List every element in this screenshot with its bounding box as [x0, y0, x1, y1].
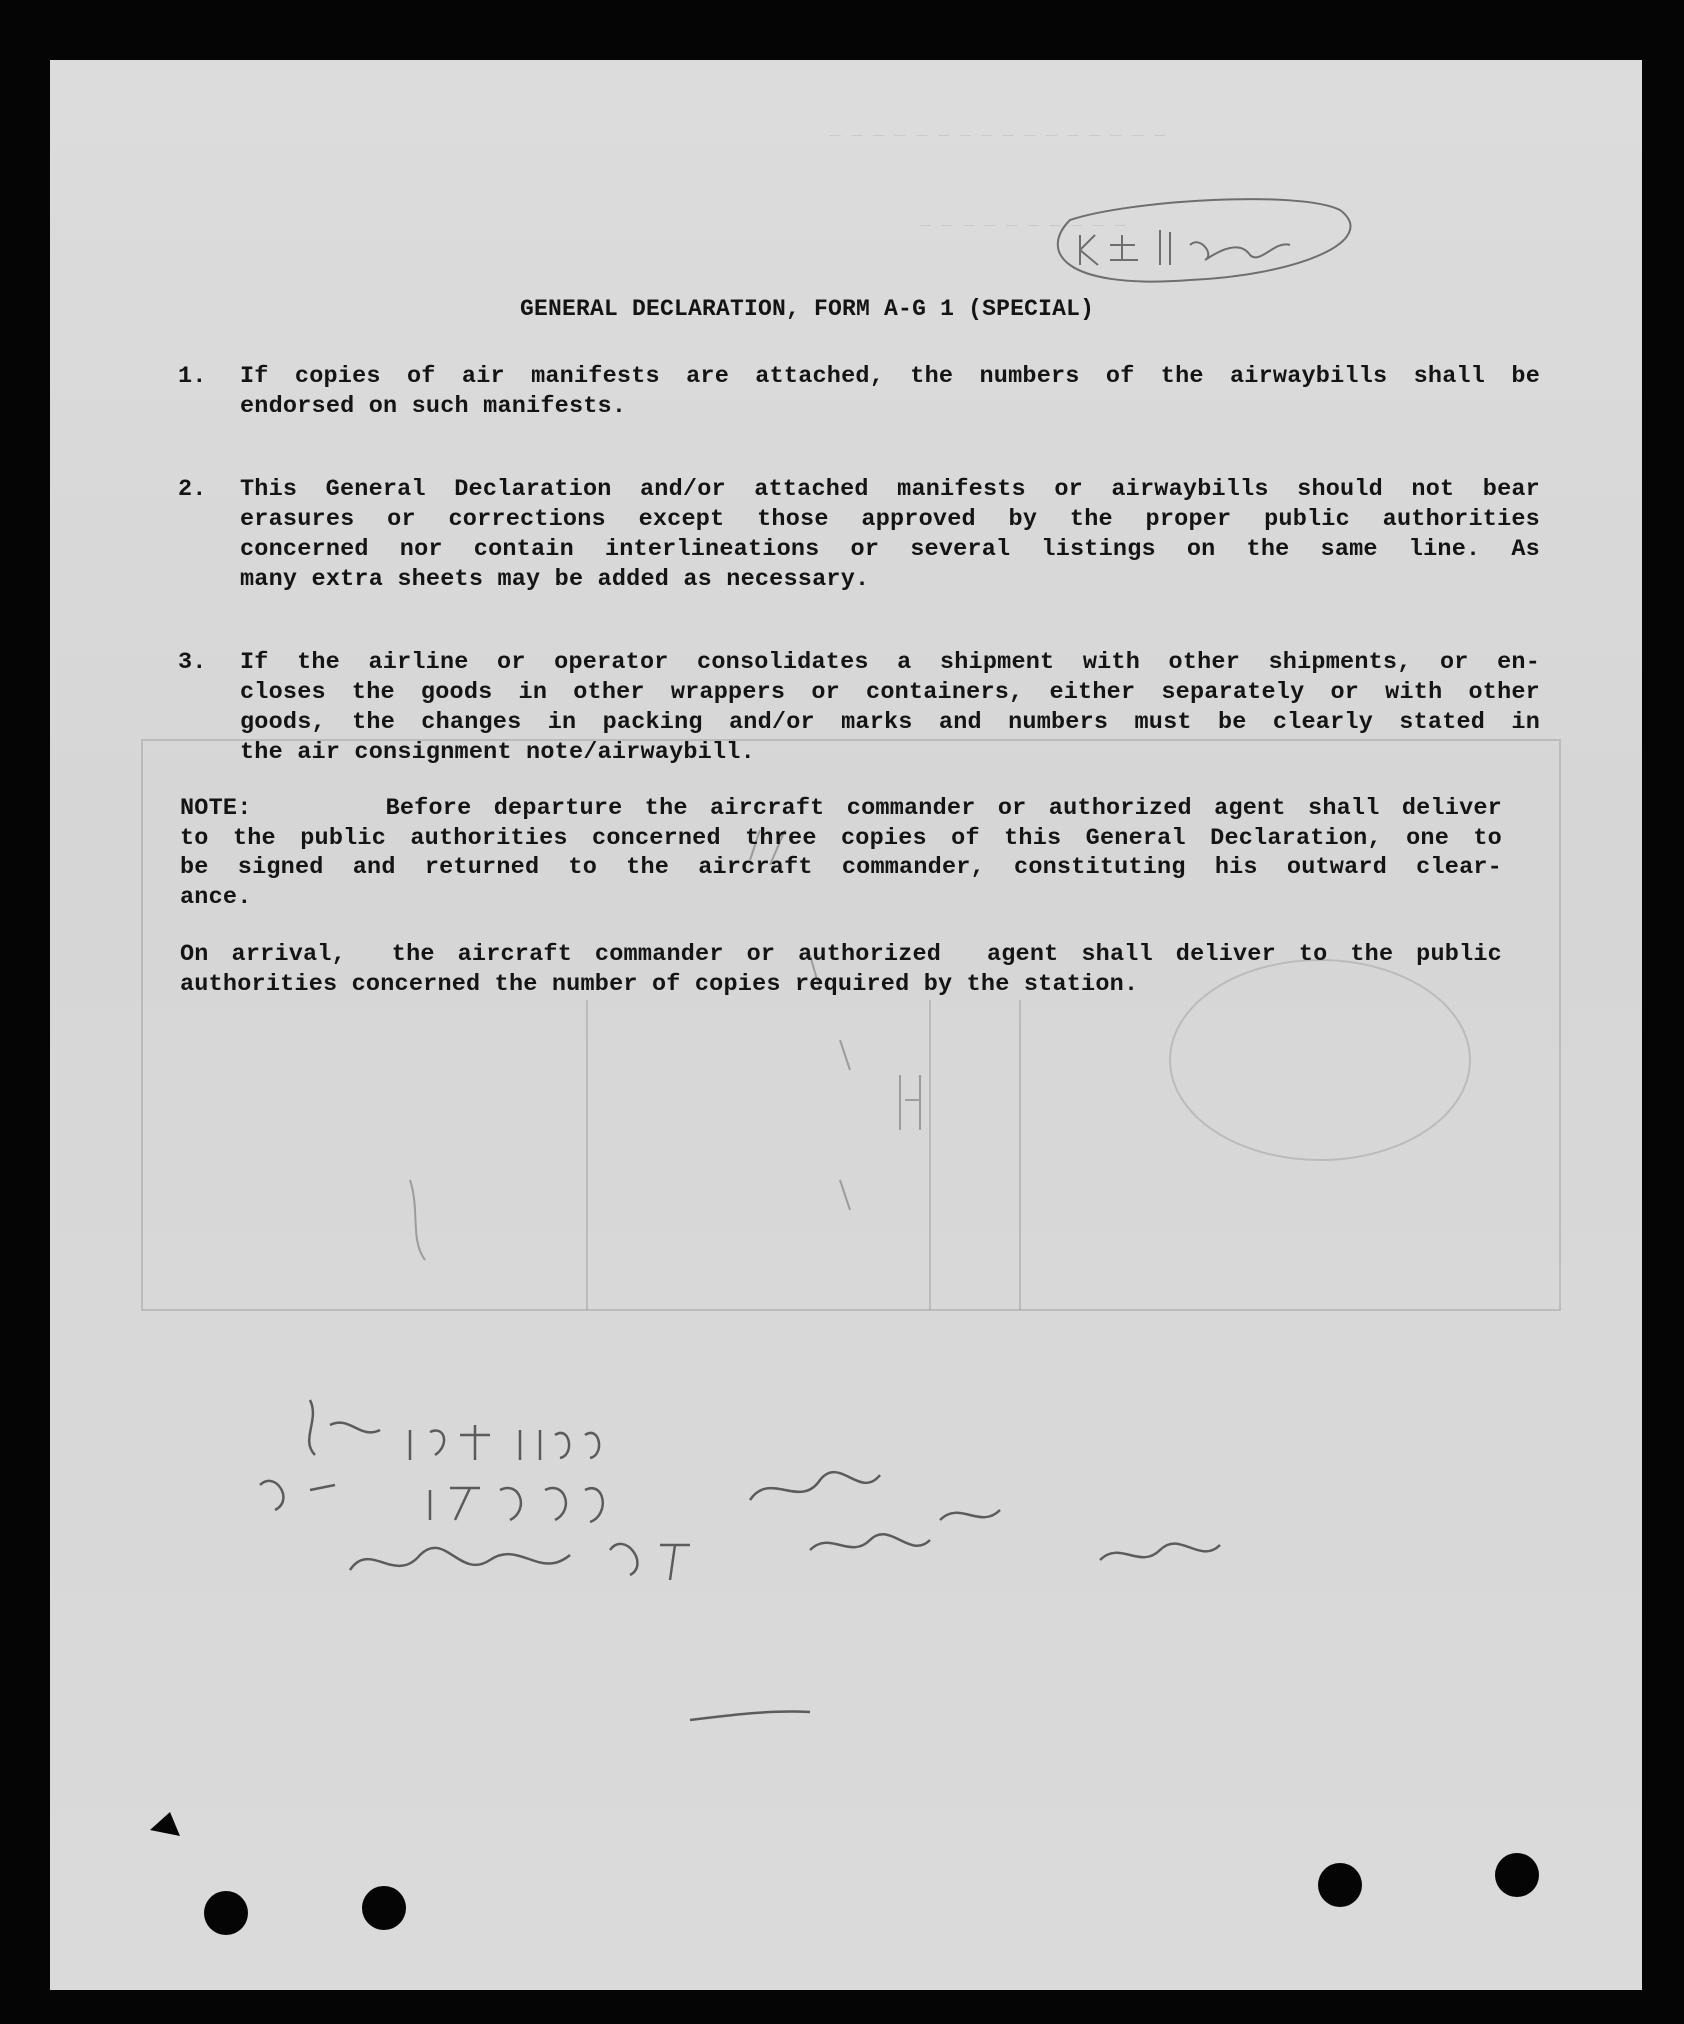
item-text-line: If the airline or operator consolidates a shipment with other shipments, or en-: [240, 649, 1540, 676]
arrival-paragraph: [180, 940, 1502, 999]
note-text-line: ance.: [180, 883, 252, 911]
note-paragraph: [180, 794, 1502, 912]
instruction-item-3: [178, 648, 1558, 768]
bleed-through-text: _ _ _ _ _ _ _ _ _ _: [920, 210, 1126, 230]
document-paper: [50, 60, 1642, 1990]
item-text-line: erasures or corrections except those approved by the proper public authorities: [240, 506, 1540, 533]
item-text-line: This General Declaration and/or attached manifests or airwaybills should not bear: [240, 476, 1540, 503]
note-text-line: NOTE: Before departure the aircraft commander or authorized agent shall deliver: [180, 795, 1502, 822]
item-number: 3.: [178, 649, 207, 676]
item-text-line: the air consignment note/airwaybill.: [240, 739, 755, 766]
note-text-line: to the public authorities concerned three copies of this General Declaration, one to: [180, 824, 1502, 852]
item-number: 1.: [178, 363, 207, 390]
form-title: GENERAL DECLARATION, FORM A-G 1 (SPECIAL): [520, 296, 1095, 322]
arrival-text-line: On arrival, the aircraft commander or authorized agent shall deliver to the public: [180, 941, 1502, 968]
punch-holes: [150, 1812, 1539, 1990]
handwritten-annotation: [1058, 199, 1351, 281]
handwritten-notes: [260, 1400, 1220, 1720]
scan-artifacts: [50, 60, 1642, 1990]
item-text-line: If copies of air manifests are attached, the numbers of the airwaybills shall be: [240, 363, 1540, 390]
item-text-line: concerned nor contain interlineations or several listings on the same line. As: [240, 536, 1540, 563]
arrival-text-line: authorities concerned the number of copies required by the station.: [180, 970, 1139, 998]
item-text-line: goods, the changes in packing and/or marks and numbers must be clearly stated in: [240, 709, 1540, 736]
note-text-line: be signed and returned to the aircraft commander, constituting his outward clear-: [180, 854, 1502, 881]
item-number: 2.: [178, 476, 207, 503]
instruction-item-1: [178, 362, 1558, 422]
item-text-line: many extra sheets may be added as necessary.: [240, 566, 870, 593]
instruction-item-2: [178, 475, 1558, 595]
item-text-line: endorsed on such manifests.: [240, 393, 627, 420]
item-text-line: closes the goods in other wrappers or containers, either separately or with other: [240, 679, 1540, 706]
bleed-through-text: _ _ _ _ _ _ _ _ _ _ _ _ _ _ _ _: [830, 120, 1165, 140]
